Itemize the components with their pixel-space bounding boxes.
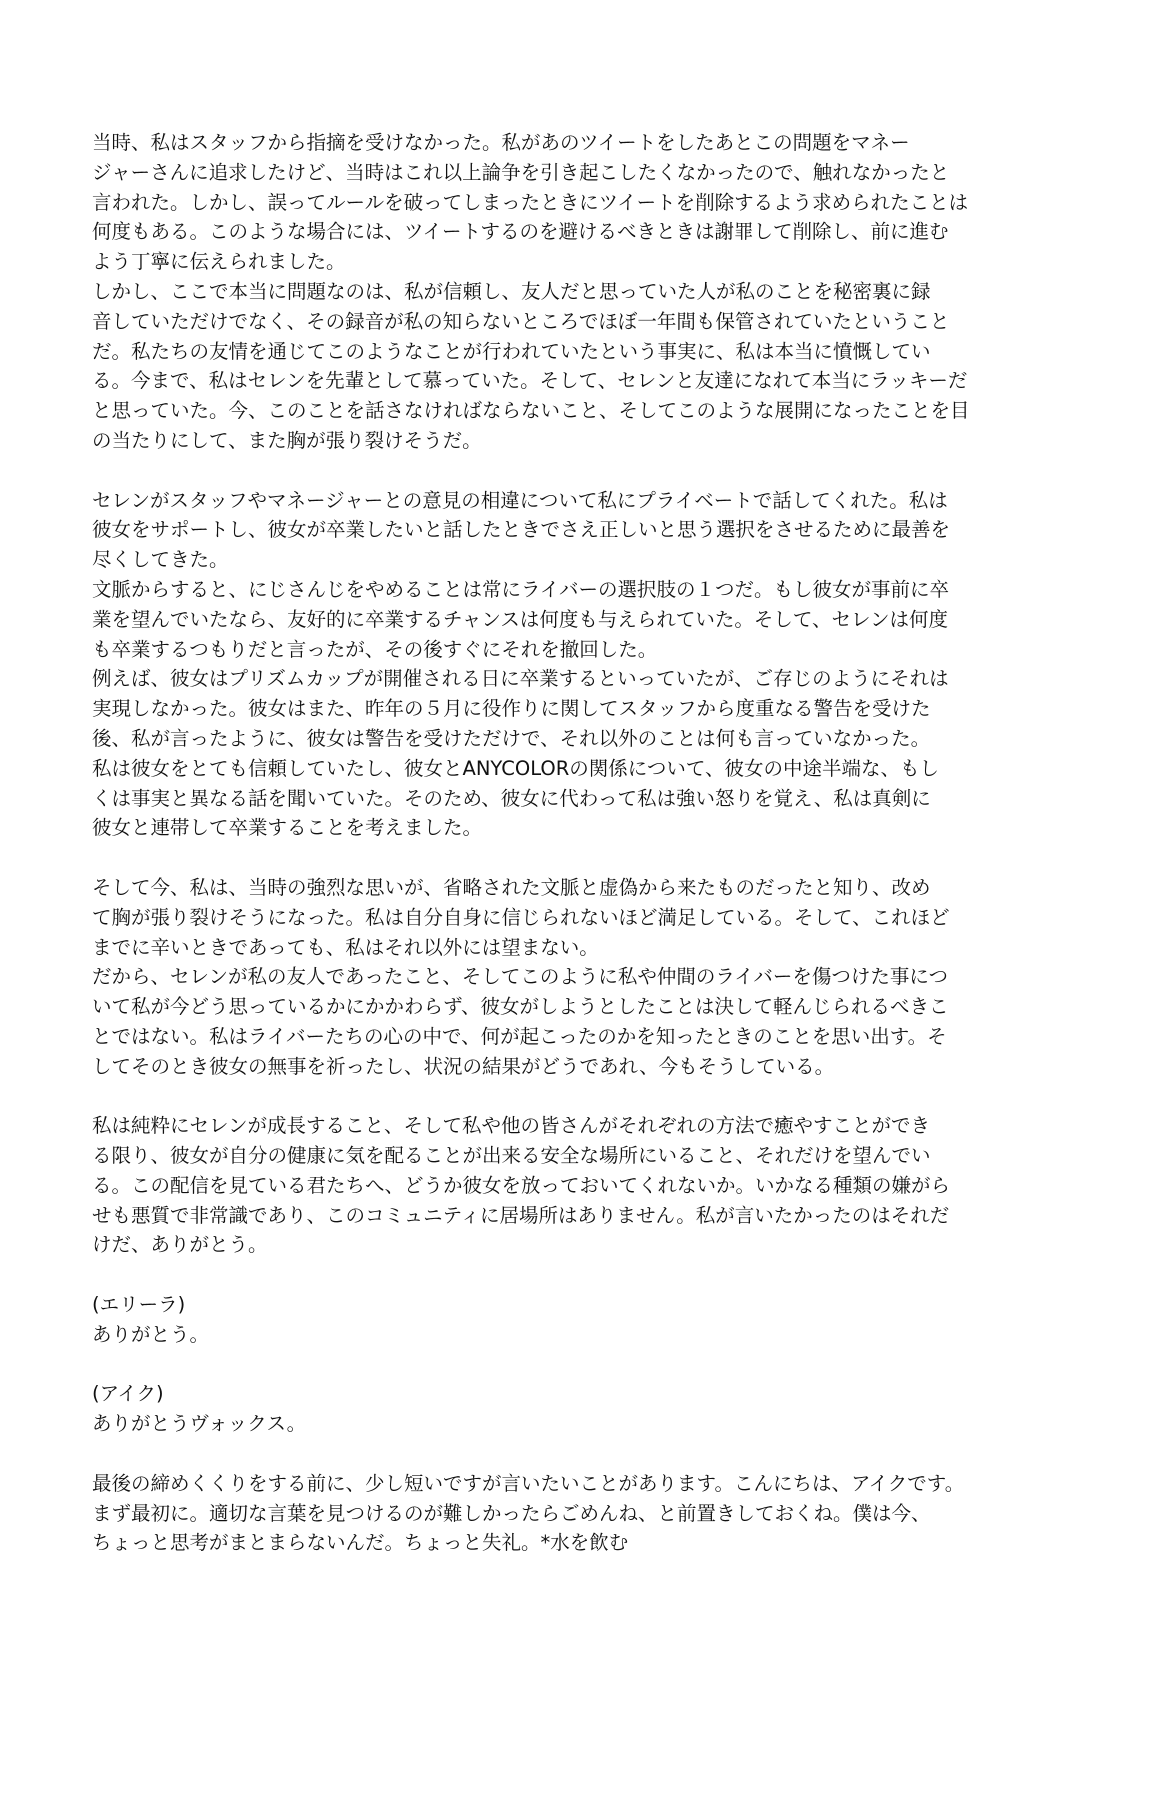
text-line: 私は純粋にセレンが成長すること、そして私や他の皆さんがそれぞれの方法で癒やすことができ [92, 1114, 931, 1138]
text-line: る。この配信を見ている君たちへ、どうか彼女を放っておいてくれないか。いかなる種類の嫌がら [92, 1173, 951, 1197]
text-line: まず最初に。適切な言葉を見つけるのが難しかったらごめんね、と前置きしておくね。僕は今、 [92, 1501, 931, 1525]
text-line: けだ、ありがとう。 [92, 1233, 268, 1257]
paragraph-block-final [92, 1469, 1092, 1558]
speaker-block-elira [92, 1290, 1092, 1350]
text-line: 彼女をサポートし、彼女が卒業したいと話したときでさえ正しいと思う選択をさせるために最善を [92, 518, 951, 542]
text-line: までに辛いときであっても、私はそれ以外には望まない。 [92, 935, 599, 959]
text-line: 私は彼女をとても信頼していたし、彼女とANYCOLORの関係について、彼女の中途半端な、もし [92, 756, 940, 780]
text-line: 後、私が言ったように、彼女は警告を受けただけで、それ以外のことは何も言っていなかった。 [92, 726, 931, 750]
speaker-label: (エリーラ) [92, 1293, 186, 1317]
text-line: ありがとうヴォックス。 [92, 1412, 307, 1436]
text-line: 言われた。しかし、誤ってルールを破ってしまったときにツイートを削除するよう求められたことは [92, 190, 969, 214]
document-body [92, 128, 1092, 1558]
text-line: 実現しなかった。彼女はまた、昨年の５月に役作りに関してスタッフから度重なる警告を受けた [92, 697, 931, 721]
speaker-label: (アイク) [92, 1382, 164, 1406]
text-line: いて私が今どう思っているかにかかわらず、彼女がしようとしたことは決して軽んじられるべきこ [92, 995, 949, 1019]
text-line: だから、セレンが私の友人であったこと、そしてこのように私や仲間のライバーを傷つけた事につ [92, 965, 948, 989]
text-line: ありがとう。 [92, 1322, 210, 1346]
text-line: 彼女と連帯して卒業することを考えました。 [92, 816, 483, 840]
text-line: 例えば、彼女はプリズムカップが開催される日に卒業するといっていたが、ご存じのようにそれは [92, 667, 949, 691]
text-line: しかし、ここで本当に問題なのは、私が信頼し、友人だと思っていた人が私のことを秘密裏に録 [92, 279, 931, 303]
text-line: 最後の締めくくりをする前に、少し短いですが言いたいことがあります。こんにちは、アイクです。 [92, 1471, 965, 1495]
text-line: 当時、私はスタッフから指摘を受けなかった。私があのツイートをしたあとこの問題をマネー [92, 131, 910, 154]
text-line: よう丁寧に伝えられました。 [92, 250, 346, 274]
text-line: ちょっと思考がまとまらないんだ。ちょっと失礼。*水を飲む [92, 1531, 629, 1555]
text-line: の当たりにして、また胸が張り裂けそうだ。 [92, 428, 482, 452]
paragraph-block-4 [92, 1111, 1092, 1260]
text-line: だ。私たちの友情を通じてこのようなことが行われていたという事実に、私は本当に憤慨してい [92, 339, 931, 363]
text-line: くは事実と異なる話を聞いていた。そのため、彼女に代わって私は強い怒りを覚え、私は真剣に [92, 786, 931, 810]
text-line: る限り、彼女が自分の健康に気を配ることが出来る安全な場所にいること、それだけを望んでい [92, 1144, 931, 1168]
text-line: る。今まで、私はセレンを先輩として慕っていた。そして、セレンと友達になれて本当にラッキーだ [92, 369, 968, 393]
text-line: て胸が張り裂けそうになった。私は自分自身に信じられないほど満足している。そして、これほど [92, 905, 950, 929]
text-line: と思っていた。今、このことを話さなければならないこと、そしてこのような展開になったことを目 [92, 399, 970, 423]
paragraph-block-2 [92, 486, 1092, 844]
text-line: そして今、私は、当時の強烈な思いが、省略された文脈と虚偽から来たものだったと知り、改め [92, 875, 931, 899]
speaker-block-ike [92, 1379, 1092, 1439]
text-line: 音していただけでなく、その録音が私の知らないところでほぼ一年間も保管されていたということ [92, 309, 950, 333]
text-line: 業を望んでいたなら、友好的に卒業するチャンスは何度も与えられていた。そして、セレンは何度 [92, 607, 948, 631]
text-line: 尽くしてきた。 [92, 548, 229, 572]
text-line: せも悪質で非常識であり、このコミュニティに居場所はありません。私が言いたかったのはそれだ [92, 1203, 950, 1227]
text-line: セレンがスタッフやマネージャーとの意見の相違について私にプライベートで話してくれた。私は [92, 488, 948, 512]
text-line: とではない。私はライバーたちの心の中で、何が起こったのかを知ったときのことを思い出す。そ [92, 1024, 947, 1048]
text-line: してそのとき彼女の無事を祈ったし、状況の結果がどうであれ、今もそうしている。 [92, 1054, 835, 1078]
text-line: ジャーさんに追求したけど、当時はこれ以上論争を引き起こしたくなかったので、触れなかったと [92, 160, 950, 184]
text-line: も卒業するつもりだと言ったが、その後すぐにそれを撤回した。 [92, 637, 658, 661]
paragraph-block-3 [92, 873, 1092, 1082]
text-line: 文脈からすると、にじさんじをやめることは常にライバーの選択肢の１つだ。もし彼女が事前に卒 [92, 577, 950, 601]
text-line: 何度もある。このような場合には、ツイートするのを避けるべきときは謝罪して削除し、前に進む [92, 220, 949, 244]
paragraph-block-1 [92, 128, 1092, 456]
